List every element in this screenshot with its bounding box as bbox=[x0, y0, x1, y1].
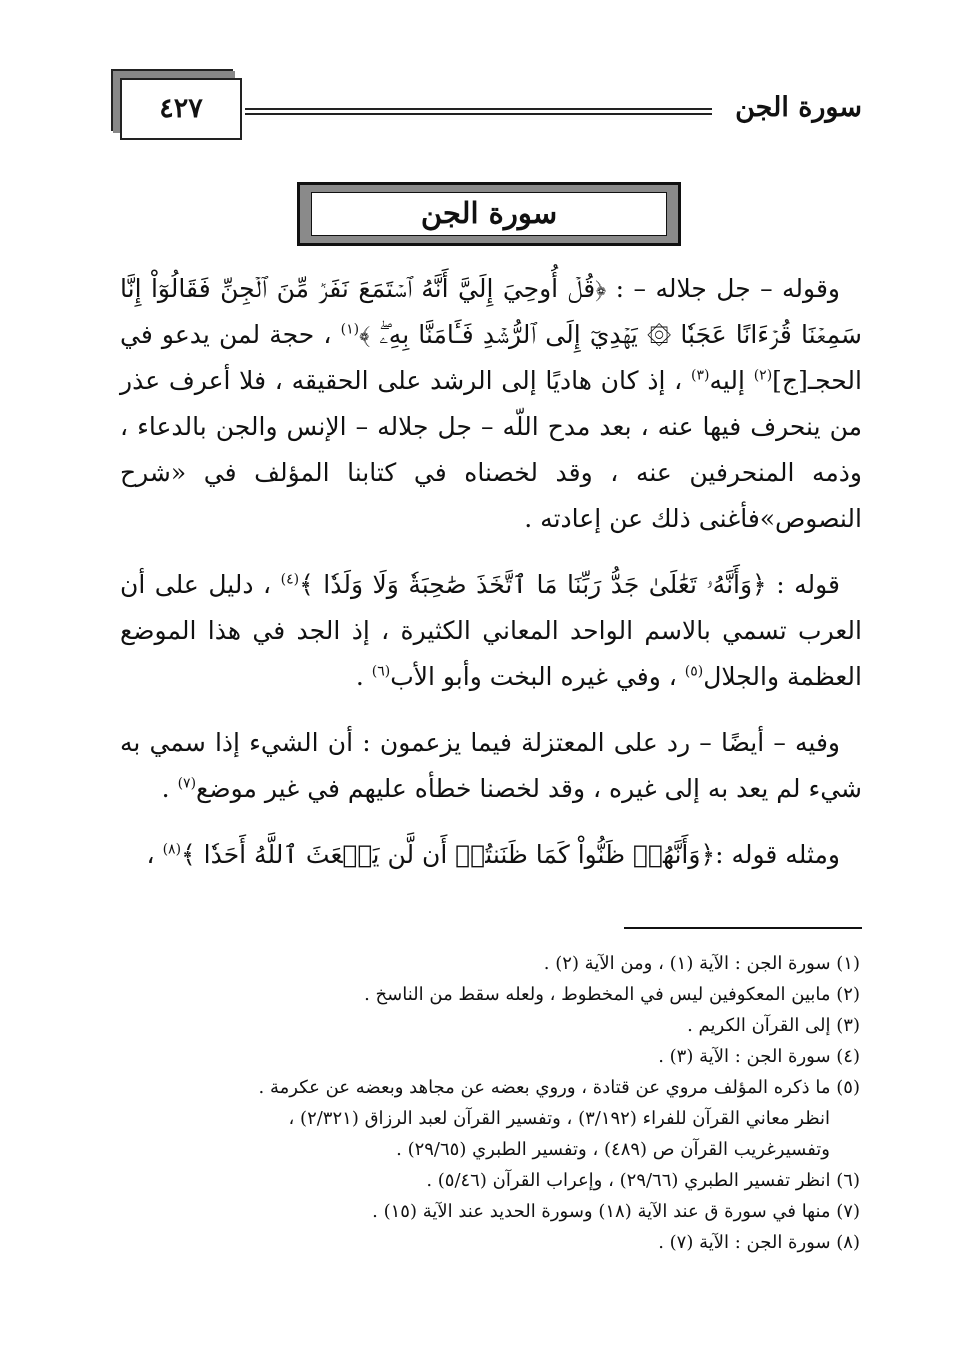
footnote-continuation: وتفسيرغريب القرآن ص (٤٨٩) ، وتفسير الطبري (٢٩/٦٥) . bbox=[396, 1139, 830, 1160]
footnote-ref: (٤) bbox=[280, 571, 300, 588]
footnote: (٦) انظر تفسير الطبري (٢٩/٦٦) ، وإعراب القرآن (٥/٤٦) . bbox=[426, 1170, 860, 1191]
footnote: (٤) سورة الجن : الآية (٣) . bbox=[658, 1046, 860, 1067]
paragraph-text: ، وفي غيره البخت وأبو الأب bbox=[390, 662, 685, 691]
footnotes bbox=[120, 948, 860, 1258]
paragraph-text: ، إذ كان هاديًا إلى الرشد على الحقيقه ، فلا أعرف عذر من ينحرف فيها عنه ، بعد مدح اللّه – جل جلاله – الإنس والجن بالدعاء ، وذمه المنحرفين عنه ، وقد لخصناه في كتابنا المؤلف في «شرح النصوص»فأغنى ذلك عن إعادته . bbox=[120, 366, 862, 533]
page-number-box bbox=[120, 78, 242, 140]
page-number: ٤٢٧ bbox=[159, 93, 203, 124]
footnote: (٥) ما ذكره المؤلف مروي عن قتادة ، وروي بعضه عن مجاهد وبعضه عن عكرمة . bbox=[258, 1077, 860, 1098]
footnote: (٧) منها في سورة ق عند الآية (١٨) وسورة الحديد عند الآية (١٥) . bbox=[372, 1201, 860, 1222]
footnote-ref: (٨) bbox=[162, 841, 182, 858]
body-text bbox=[120, 266, 862, 898]
footnote-ref: (٢) bbox=[753, 367, 773, 384]
footnote-ref: (١) bbox=[340, 321, 360, 338]
paragraph-text: وفيه – أيضًا – رد على المعتزلة فيما يزعمون : أن الشيء إذا سمي به شيء لم يعد به إلى غيره ، وقد لخصنا خطأه عليهم في غير موضع bbox=[120, 728, 862, 803]
paragraph-text: ومثله قوله :﴿وَأَنَّهُمۡ ظَنُّواْ كَمَا ظَنَنتُمۡ أَن لَّن يَبۡعَثَ ٱللَّهُ أَحَدٗا ﴾ bbox=[181, 840, 840, 869]
paragraph bbox=[120, 562, 862, 700]
footnote-separator bbox=[624, 927, 862, 929]
paragraph bbox=[120, 720, 862, 812]
paragraph-text: ، bbox=[146, 840, 163, 869]
header-rule bbox=[245, 108, 712, 115]
paragraph bbox=[120, 832, 862, 878]
surah-title-frame bbox=[297, 182, 681, 246]
footnote-ref: (٥) bbox=[684, 663, 704, 680]
paragraph-text: . bbox=[355, 662, 372, 691]
paragraph-text: وقوله – جل جلاله – : ﴿قُلۡ أُوحِيَ إِلَيَّ أَنَّهُ ٱسۡتَمَعَ نَفَرٞ مِّنَ ٱلۡجِنِّ فَقَالُوٓاْ إِنَّا سَمِعۡنَا قُرۡءَانًا عَجَبٗا ۞ يَهۡدِيٓ إِلَى ٱلرُّشۡدِ فَـَٔامَنَّا بِهِۦۖ ﴾ bbox=[120, 274, 863, 349]
footnote-ref: (٦) bbox=[371, 663, 391, 680]
surah-title: سورة الجن bbox=[311, 192, 667, 236]
running-header bbox=[120, 78, 862, 148]
paragraph-text: ، حجة لمن يدعو في الحجـ[ج] bbox=[120, 320, 862, 395]
paragraph-text: . bbox=[161, 774, 178, 803]
footnote-ref: (٧) bbox=[177, 775, 197, 792]
paragraph-text: قوله : ﴿وَأَنَّهُۥ تَعَٰلَىٰ جَدُّ رَبِّنَا مَا ٱتَّخَذَ صَٰحِبَةٗ وَلَا وَلَدٗا ﴾ bbox=[299, 570, 841, 599]
footnote: (٢) مابين المعكوفين ليس في المخطوط ، ولعله سقط من الناسخ . bbox=[364, 984, 860, 1005]
footnote-ref: (٣) bbox=[690, 367, 710, 384]
footnote-continuation: انظر معاني القرآن للفراء (٣/١٩٢) ، وتفسير القرآن لعبد الرزاق (٢/٣٢١) ، bbox=[288, 1108, 830, 1129]
paragraph bbox=[120, 266, 862, 542]
footnote: (٣) إلى القرآن الكريم . bbox=[687, 1015, 860, 1036]
paragraph-text: إليه bbox=[709, 366, 754, 395]
paragraph-text: ، دليل على أن العرب تسمي بالاسم الواحد المعاني الكثيرة ، إذ الجد في هذا الموضع العظمة والجلال bbox=[120, 570, 862, 691]
footnote: (٨) سورة الجن : الآية (٧) . bbox=[658, 1232, 860, 1253]
running-title: سورة الجن bbox=[735, 92, 862, 123]
footnote: (١) سورة الجن : الآية (١) ، ومن الآية (٢) . bbox=[543, 953, 860, 974]
